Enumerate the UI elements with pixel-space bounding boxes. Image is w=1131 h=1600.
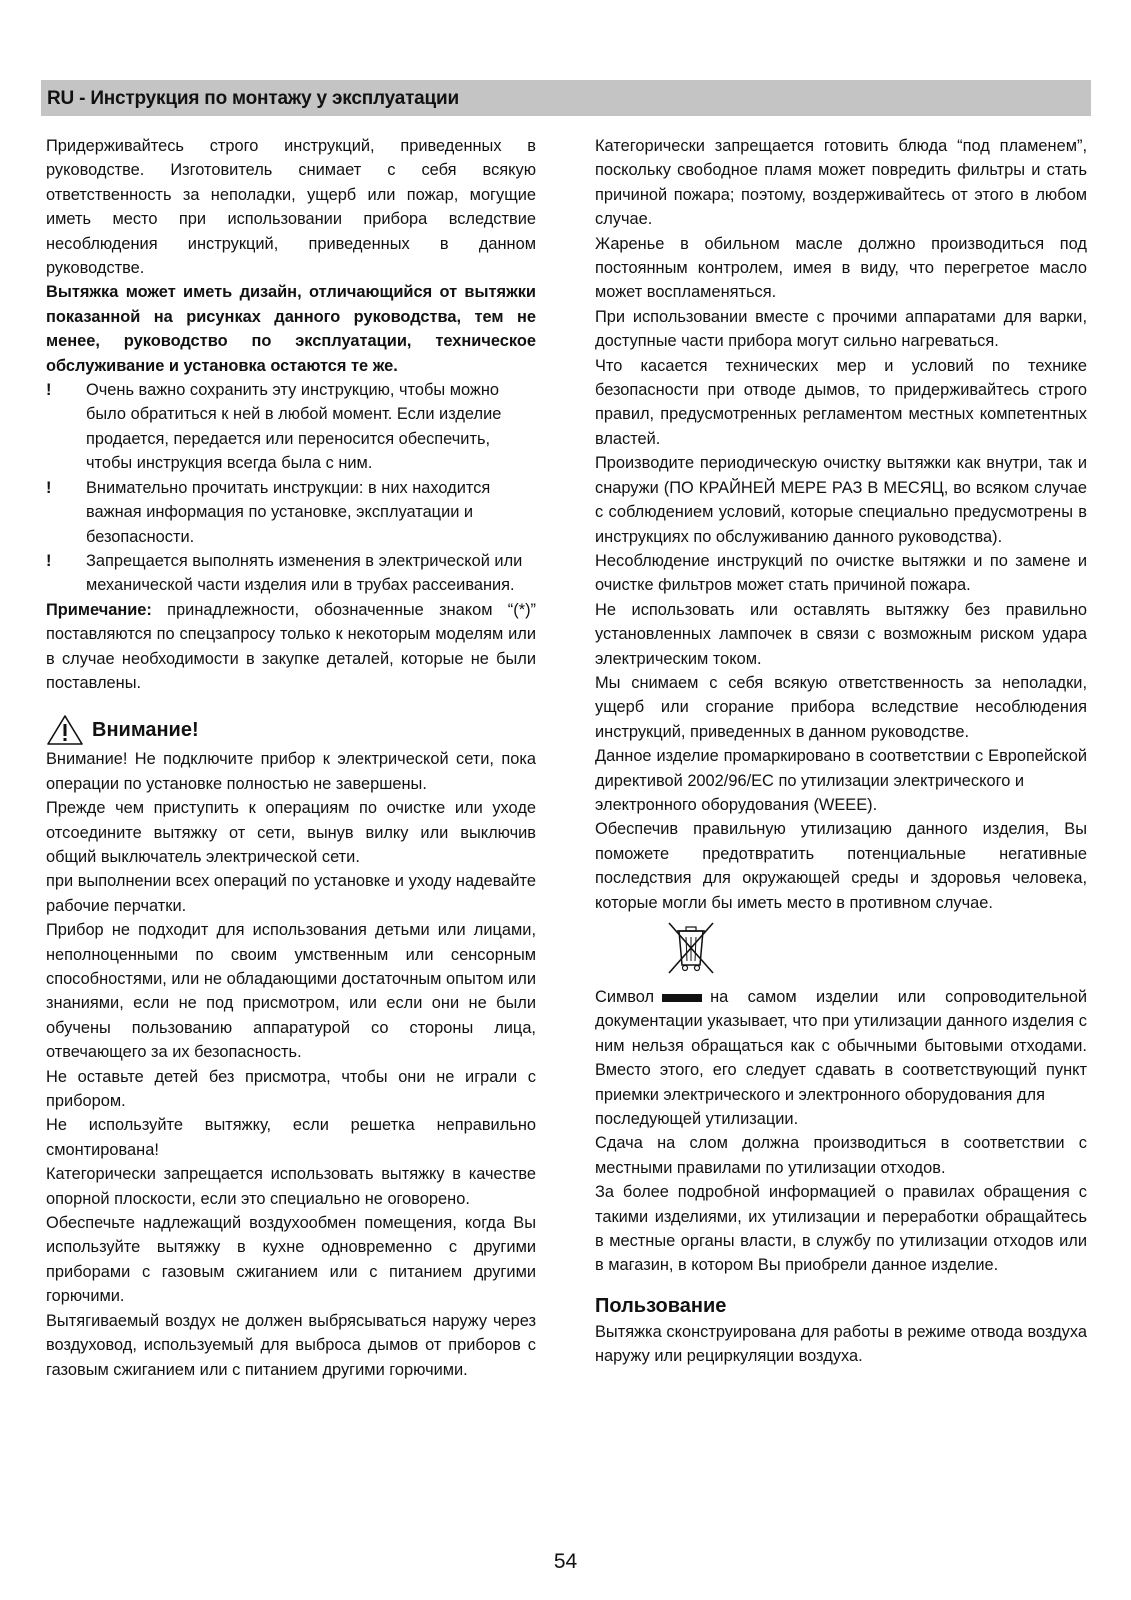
bullet-text: Запрещается выполнять изменения в электрической или механической части изделия или в трубах рассеивания. [86, 551, 523, 595]
warning-paragraph: Вытягиваемый воздух не должен выбрясываться наружу через воздуховод, используемый для выброса дымов от приборов с газовым сжиганием или с питанием другими горючими. [46, 1311, 536, 1379]
warning-paragraph: Прежде чем приступить к операциям по очистке или уходе отсоедините вытяжку от сети, вынув вилку или выключив общий выключатель электрической сети. [46, 799, 536, 866]
weee-paragraph: Данное изделие промаркировано в соответствии с Европейской директивой 2002/96/EC по утилизации электрического и [595, 747, 1087, 790]
warning-paragraph: Категорически запрещается использовать вытяжку в качестве опорной плоскости, если это специально не оговорено. [46, 1165, 536, 1208]
page-title: RU - Инструкция по монтажу у эксплуатации [47, 88, 459, 109]
weee-symbol [595, 915, 1087, 985]
warning-paragraph: Прибор не подходит для использования детьми или лицами, неполноценными по своим умственным или сенсорным способностями, или не обладающими достаточным опытом или знаниями, если не под присмотром, или если они не были обучены пользованию аппаратурой со стороны лица, отвечающего за их безопасность. [46, 921, 536, 1062]
usage-paragraph: Вытяжка сконструирована для работы в режиме отвода воздуха наружу или рециркуляции воздуха. [595, 1322, 1087, 1366]
disposal-paragraph: Обеспечив правильную утилизацию данного изделия, Вы поможете предотвратить потенциальные негативные последствия для окружающей среды и здоровья человека, которые могли бы иметь место в противном случае. [595, 820, 1087, 912]
safety-paragraph: Производите периодическую очистку вытяжки как внутри, так и снаружи (ПО КРАЙНЕЙ МЕРЕ РАЗ В МЕСЯЦ, во всяком случае с соблюдением условий, которые специально предусмотрены в инструкциях по обслуживанию данного руководства). [595, 454, 1087, 546]
weee-paragraph: электронного оборудования (WEEE). [595, 795, 878, 814]
usage-heading: Пользование [595, 1294, 727, 1317]
black-bar-symbol [662, 994, 702, 1002]
bullet-text: Очень важно сохранить эту инструкцию, чтобы можно было обратиться к ней в любой момент. Если изделие продается, передается или переносится обеспечить, чтобы инструкция всегда была с ним. [86, 381, 502, 473]
safety-paragraph: Несоблюдение инструкций по очистке вытяжки и по замене и очистке фильтров может стать причиной пожара. [595, 551, 1087, 595]
note-label: Примечание: [46, 600, 152, 619]
safety-paragraph: Жаренье в обильном масле должно производиться под постоянным контролем, имея в виду, что перегретое масло может воспламеняться. [595, 234, 1087, 302]
note-text: принадлежности, обозначенные знаком “(*)” поставляются по спецзапросу только к некоторым моделям или в случае необходимости в закупке деталей, которые не были поставлены. [46, 600, 536, 692]
safety-paragraph: Категорически запрещается готовить блюда “под пламенем”, поскольку свободное пламя может повредить фильтры и стать причиной пожара; поэтому, воздерживайтесь от этого в любом случае. [595, 137, 1087, 229]
right-column [595, 134, 1087, 1369]
bullet-text: Внимательно прочитать инструкции: в них находится важная информация по установке, эксплуатации и безопасности. [86, 478, 491, 546]
header-bar [41, 80, 1091, 116]
symbol-paragraph [595, 985, 1087, 1107]
disposal-paragraph: За более подробной информацией о правилах обращения с такими изделиями, их утилизации и переработки обращайтесь в местные органы власти, в службу по утилизации отходов или в магазин, в котором Вы приобрели данное изделие. [595, 1183, 1087, 1275]
page-number: 54 [553, 1550, 578, 1573]
note-paragraph [46, 598, 536, 696]
intro-paragraph: Придерживайтесь строго инструкций, приведенных в руководстве. Изготовитель снимает с себя всякую ответственность за неполадки, ущерб или пожар, могущие иметь место при использовании прибора вследствие несоблюдения инструкций, приведенных в данном руководстве. [46, 137, 536, 278]
design-notice: Вытяжка может иметь дизайн, отличающийся от вытяжки показанной на рисунках данного руководства, тем не менее, руководство по эксплуатации, техническое обслуживание и установка остаются те же. [46, 283, 536, 375]
symbol-start: Символ [595, 988, 655, 1006]
symbol-rest: на самом изделии или сопроводительной документации указывает, что при утилизации данного изделия с ним нельзя обращаться как с обычными бытовыми отходами. Вместо этого, его следует сдавать в соответствующий пункт приемки электрического и электронного оборудования для [595, 988, 1087, 1104]
bullet-item [46, 549, 536, 598]
bullet-item [46, 378, 536, 476]
warning-paragraph: при выполнении всех операций по установке и уходу надевайте рабочие перчатки. [46, 872, 536, 915]
warning-paragraph: Обеспечьте надлежащий воздухообмен помещения, когда Вы используйте вытяжку в кухне одновременно с другими приборами с газовым сжиганием или с питанием другими горючими. [46, 1214, 536, 1306]
safety-paragraph: При использовании вместе с прочими аппаратами для варки, доступные части прибора могут сильно нагреваться. [595, 307, 1087, 351]
left-column [46, 134, 536, 1382]
exclamation-mark: ! [46, 381, 52, 400]
warning-triangle-icon [46, 714, 84, 746]
warning-paragraph: Не оставьте детей без присмотра, чтобы они не играли с прибором. [46, 1067, 536, 1111]
exclamation-mark: ! [46, 551, 52, 570]
bullet-item [46, 476, 536, 549]
crossed-bin-icon [665, 919, 717, 975]
warning-paragraph: Не используйте вытяжку, если решетка неправильно смонтирована! [46, 1116, 536, 1159]
safety-paragraph: Не использовать или оставлять вытяжку без правильно установленных лампочек в связи с возможным риском удара электрическим током. [595, 600, 1087, 668]
disposal-paragraph: последующей утилизации. [595, 1110, 799, 1129]
disposal-paragraph: Сдача на слом должна производиться в соответствии с местными правилами по утилизации отходов. [595, 1134, 1087, 1177]
safety-paragraph: Мы снимаем с себя всякую ответственность за неполадки, ущерб или сгорание прибора вследствие несоблюдения инструкций, приведенных в данном руководстве. [595, 673, 1087, 741]
exclamation-mark: ! [46, 478, 52, 497]
safety-paragraph: Что касается технических мер и условий по технике безопасности при отводе дымов, то придерживайтесь строго правил, предусмотренных регламентом местных компетентных властей. [595, 356, 1087, 448]
warning-heading [46, 713, 536, 747]
warning-title: Внимание! [92, 719, 199, 742]
warning-paragraph: Внимание! Не подключите прибор к электрической сети, пока операции по установке полностью не завершены. [46, 750, 536, 793]
